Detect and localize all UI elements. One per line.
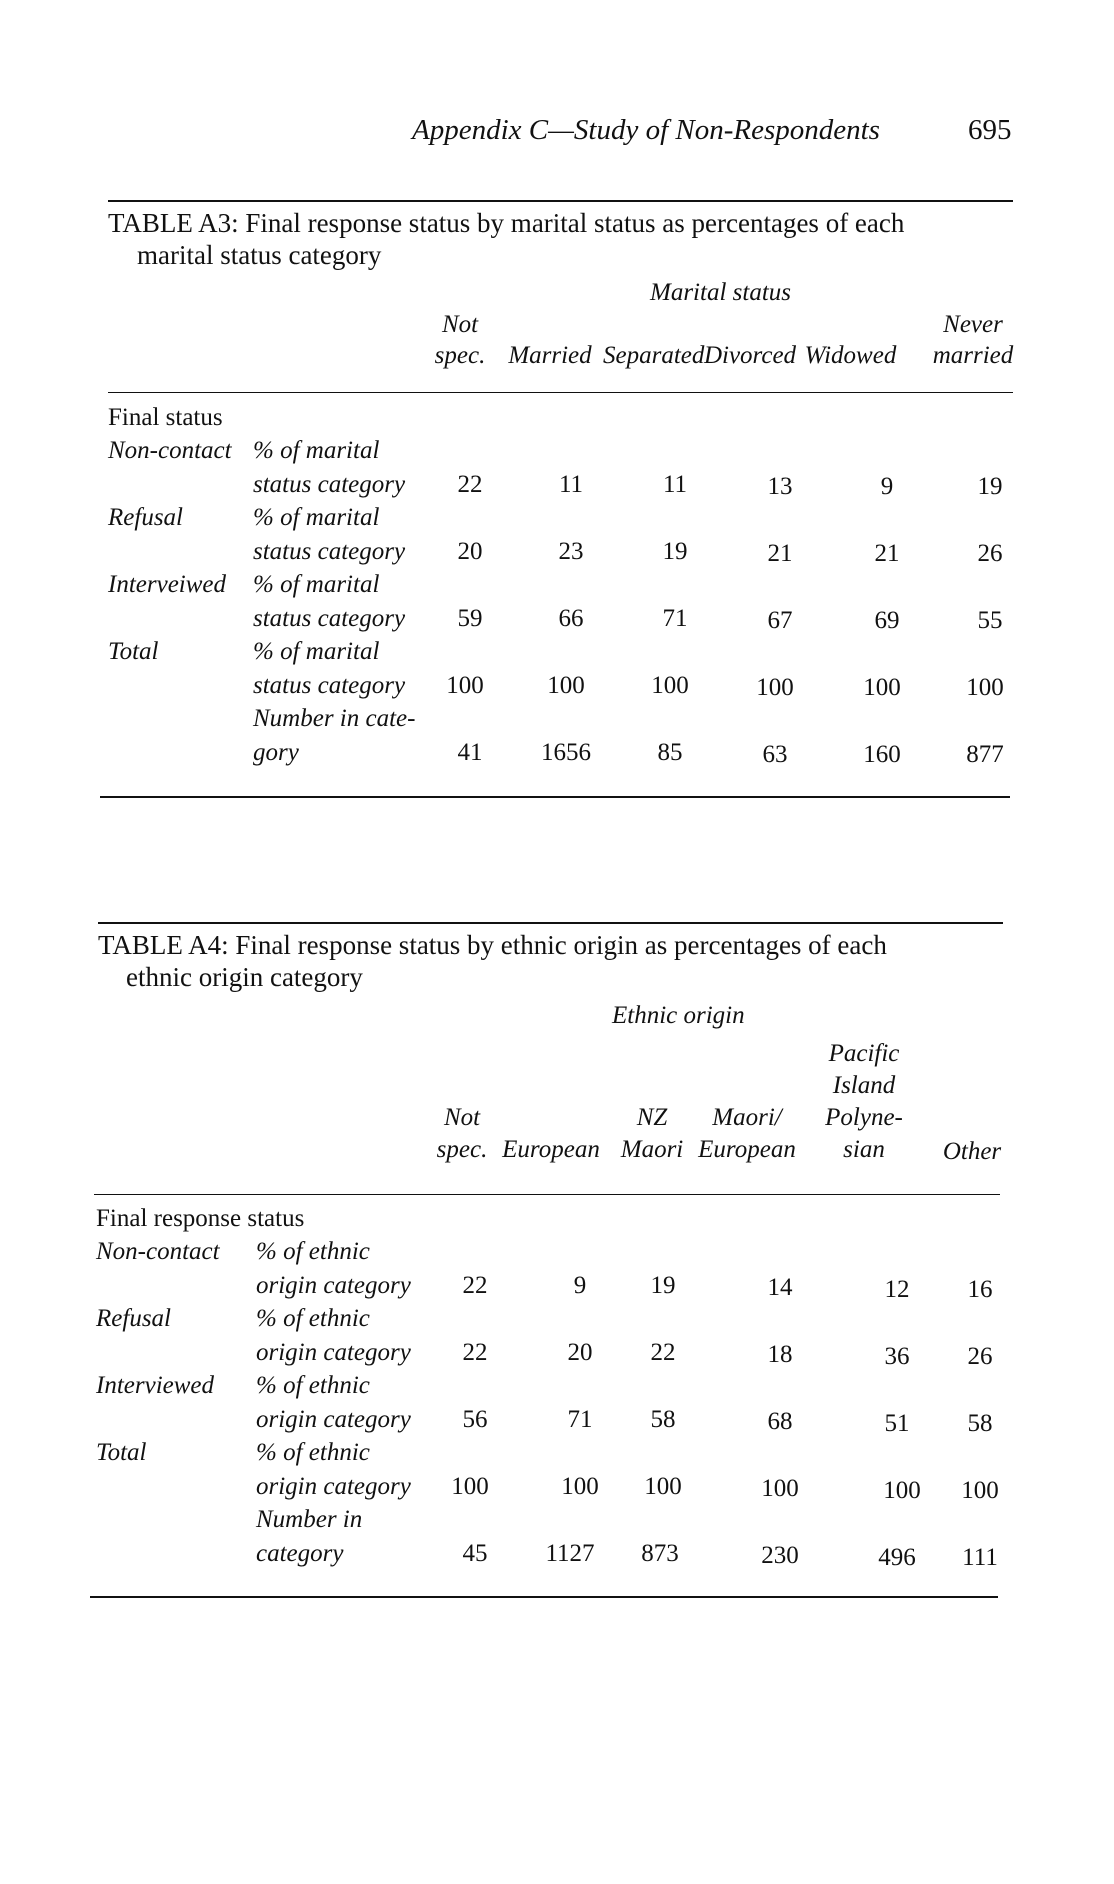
cell: 19 [662, 538, 688, 565]
table-a3-top-rule [108, 200, 1013, 202]
cell: 63 [762, 741, 788, 768]
cell: 22 [650, 1339, 676, 1366]
table-a3-col-never-married-l2: married [932, 342, 1014, 369]
table-a4-col-pacific-l3: Polyne- [825, 1104, 903, 1131]
cell: 67 [767, 607, 793, 634]
table-a3-col-separated: Separated [603, 342, 705, 369]
row-label: Total [108, 638, 159, 665]
table-a4-col-not-spec-l3: Not [443, 1104, 481, 1131]
table-a3-header-rule [108, 392, 1013, 393]
cell: 1656 [541, 739, 591, 766]
cell: 100 [761, 1475, 799, 1502]
table-a4-col-maori-european-l4: European [698, 1136, 796, 1163]
cell: 19 [650, 1272, 676, 1299]
cell: 22 [462, 1272, 488, 1299]
cell: 85 [657, 739, 683, 766]
cell: 100 [446, 672, 484, 699]
page-number: 695 [968, 114, 1012, 146]
cell: 111 [962, 1544, 998, 1571]
table-a4-caption-cont: ethnic origin category [126, 962, 363, 992]
cell: 36 [884, 1343, 910, 1370]
table-a4-col-pacific-l2: Island [832, 1072, 896, 1099]
cell: 100 [651, 672, 689, 699]
row-desc: Number in cate- [253, 705, 416, 732]
table-a3-caption-cont: marital status category [137, 240, 382, 270]
row-desc: origin category [256, 1473, 411, 1500]
table-a4-caption: TABLE A4: Final response status by ethnic origin as percentages of each [98, 930, 887, 960]
table-a4-col-other: Other [942, 1138, 1002, 1165]
row-label: Non-contact [108, 437, 232, 464]
cell: 100 [883, 1477, 921, 1504]
row-label: Interviewed [96, 1372, 215, 1399]
cell: 21 [874, 540, 900, 567]
cell: 9 [880, 473, 894, 500]
cell: 100 [756, 674, 794, 701]
row-desc: % of marital [253, 571, 380, 598]
table-a3-caption: TABLE A3: Final response status by marital status as percentages of each [108, 208, 905, 238]
row-desc: % of ethnic [256, 1439, 370, 1466]
row-desc: % of marital [253, 504, 380, 531]
cell: 58 [650, 1406, 676, 1433]
table-a3-col-married: Married [508, 342, 592, 369]
cell: 9 [573, 1272, 587, 1299]
cell: 100 [561, 1473, 599, 1500]
table-a4-header-rule [94, 1194, 1000, 1195]
cell: 12 [884, 1276, 910, 1303]
row-label: Refusal [96, 1305, 171, 1332]
cell: 71 [662, 605, 688, 632]
table-a4-col-not-spec-l4: spec. [436, 1136, 488, 1163]
row-label: Refusal [108, 504, 183, 531]
cell: 66 [558, 605, 584, 632]
cell: 18 [767, 1341, 793, 1368]
cell: 69 [874, 607, 900, 634]
row-desc: origin category [256, 1339, 411, 1366]
cell: 14 [767, 1274, 793, 1301]
table-a4-col-nz-maori-l3: NZ [636, 1104, 668, 1131]
table-a4-col-pacific-l1: Pacific [828, 1040, 900, 1067]
cell: 100 [644, 1473, 682, 1500]
row-desc: origin category [256, 1272, 411, 1299]
table-a3-bottom-rule [100, 796, 1010, 798]
cell: 22 [462, 1339, 488, 1366]
table-a4-spanner: Ethnic origin [612, 1002, 745, 1029]
cell: 230 [761, 1542, 799, 1569]
row-desc: status category [253, 605, 406, 632]
table-a3-stub-heading: Final status [108, 404, 223, 431]
row-desc: % of ethnic [256, 1238, 370, 1265]
cell: 45 [462, 1540, 488, 1567]
cell: 13 [767, 473, 793, 500]
cell: 58 [967, 1410, 993, 1437]
cell: 20 [457, 538, 483, 565]
cell: 71 [567, 1406, 593, 1433]
cell: 160 [863, 741, 901, 768]
cell: 68 [767, 1408, 793, 1435]
row-desc: % of ethnic [256, 1305, 370, 1332]
cell: 26 [967, 1343, 993, 1370]
cell: 100 [961, 1477, 999, 1504]
cell: 23 [558, 538, 584, 565]
row-label: Interveiwed [108, 571, 227, 598]
cell: 11 [558, 471, 584, 498]
running-head-title: Appendix C—Study of Non-Respondents [412, 114, 880, 146]
cell: 55 [977, 607, 1003, 634]
cell: 59 [457, 605, 483, 632]
cell: 21 [767, 540, 793, 567]
table-a3-spanner: Marital status [650, 279, 791, 306]
row-desc: status category [253, 672, 406, 699]
cell: 100 [547, 672, 585, 699]
row-desc: status category [253, 538, 406, 565]
cell: 496 [878, 1544, 916, 1571]
row-label: Non-contact [96, 1238, 220, 1265]
cell: 100 [863, 674, 901, 701]
row-desc: % of ethnic [256, 1372, 370, 1399]
table-a3-col-not-spec-l1: Not [441, 311, 479, 338]
table-a3-col-divorced: Divorced [703, 342, 797, 369]
table-a4-bottom-rule [90, 1596, 998, 1598]
row-desc: % of marital [253, 437, 380, 464]
cell: 100 [451, 1473, 489, 1500]
row-desc: status category [253, 471, 406, 498]
table-a4-col-maori-european-l3: Maori/ [712, 1104, 782, 1131]
cell: 26 [977, 540, 1003, 567]
cell: 1127 [545, 1540, 595, 1567]
row-desc: % of marital [253, 638, 380, 665]
table-a4-col-pacific-l4: sian [843, 1136, 885, 1163]
table-a4-top-rule [98, 922, 1003, 924]
table-a3-col-not-spec-l2: spec. [434, 342, 486, 369]
row-desc: origin category [256, 1406, 411, 1433]
cell: 11 [662, 471, 688, 498]
cell: 877 [966, 741, 1004, 768]
row-desc: category [256, 1540, 344, 1567]
cell: 22 [457, 471, 483, 498]
cell: 51 [884, 1410, 910, 1437]
cell: 56 [462, 1406, 488, 1433]
cell: 41 [457, 739, 483, 766]
row-desc: gory [253, 739, 299, 766]
row-desc: Number in [256, 1506, 363, 1533]
cell: 873 [641, 1540, 679, 1567]
table-a4-col-european: European [502, 1136, 600, 1163]
table-a4-col-nz-maori-l4: Maori [620, 1136, 684, 1163]
table-a3-col-widowed: Widowed [804, 342, 897, 369]
table-a3-col-never-married-l1: Never [943, 311, 1003, 338]
table-a4-stub-heading: Final response status [96, 1205, 305, 1232]
cell: 16 [967, 1276, 993, 1303]
row-label: Total [96, 1439, 147, 1466]
cell: 100 [966, 674, 1004, 701]
cell: 20 [567, 1339, 593, 1366]
cell: 19 [977, 473, 1003, 500]
